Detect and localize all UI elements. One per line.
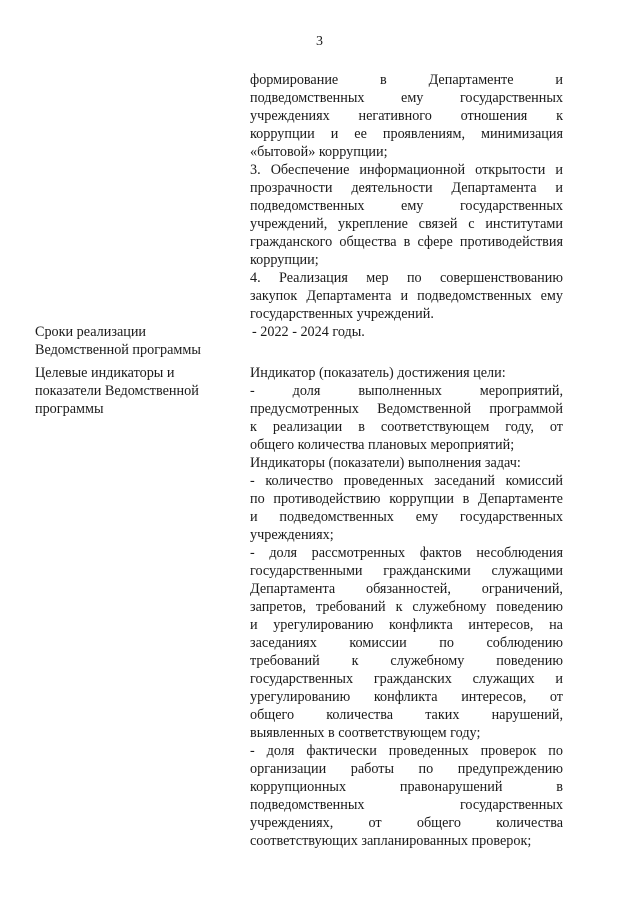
row-label-line: Сроки реализации [35,324,147,340]
row-label-line: Целевые индикаторы и [35,365,175,381]
row-label-line: программы [35,401,104,417]
row-value-line: государственных гражданских служащих и [250,671,563,687]
row-value-line: формирование в Департаменте и [250,72,563,88]
row-value-line: к реализации в соответствующем году, от [250,419,563,435]
row-value-line: учреждений, укрепление связей с институтами [250,216,563,232]
row-value-line: государственными гражданскими служащими [250,563,563,579]
row-value-line: - доля рассмотренных фактов несоблюдения [250,545,563,561]
row-value-line: гражданского общества в сфере противодействия [250,234,563,250]
row-value-line: общего количества таких нарушений, [250,707,563,723]
row-value-line: учреждениях негативного отношения к [250,108,563,124]
row-value-line: выявленных в соответствующем году; [250,725,481,741]
row-value-line: «бытовой» коррупции; [250,144,388,160]
row-value-line: по противодействию коррупции в Департаменте [250,491,563,507]
row-value-line: и подведомственных ему государственных [250,509,563,525]
row-value-line: Департамента обязанностей, ограничений, [250,581,563,597]
row-value-line: коррупции и ее проявлениям, минимизация [250,126,563,142]
row-value-line: - количество проведенных заседаний комиссий [250,473,563,489]
row-value-line: общего количества плановых мероприятий; [250,437,515,453]
row-value-line: Индикатор (показатель) достижения цели: [250,365,506,381]
row-value-line: - 2022 - 2024 годы. [252,324,365,340]
row-value-line: закупок Департамента и подведомственных ему [250,288,563,304]
row-value-line: 3. Обеспечение информационной открытости и [250,162,563,178]
row-value-line: Индикаторы (показатели) выполнения задач: [250,455,521,471]
row-value-line: соответствующих запланированных проверок; [250,833,532,849]
row-value-line: коррупционных правонарушений в [250,779,563,795]
row-value-line: подведомственных ему государственных [250,198,563,214]
row-value-line: коррупции; [250,252,319,268]
row-value-line: государственных учреждений. [250,306,434,322]
row-value-line: требований к служебному поведению [250,653,563,669]
row-value-line: - доля выполненных мероприятий, [250,383,563,399]
row-value-line: - доля фактически проведенных проверок по [250,743,563,759]
row-value-line: учреждениях; [250,527,334,543]
row-value-line: подведомственных ему государственных [250,90,563,106]
row-value-line: прозрачности деятельности Департамента и [250,180,563,196]
row-value-line: учреждениях, от общего количества [250,815,563,831]
row-value-line: и урегулированию конфликта интересов, на [250,617,563,633]
row-value-line: урегулированию конфликта интересов, от [250,689,563,705]
row-value-line: 4. Реализация мер по совершенствованию [250,270,563,286]
row-value-line: подведомственных государственных [250,797,563,813]
row-label-line: показатели Ведомственной [35,383,199,399]
page-number: 3 [316,34,323,49]
row-value-line: организации работы по предупреждению [250,761,563,777]
row-value-line: предусмотренных Ведомственной программой [250,401,563,417]
row-label-line: Ведомственной программы [35,342,201,358]
row-value-line: заседаниях комиссии по соблюдению [250,635,563,651]
row-value-line: запретов, требований к служебному поведению [250,599,563,615]
